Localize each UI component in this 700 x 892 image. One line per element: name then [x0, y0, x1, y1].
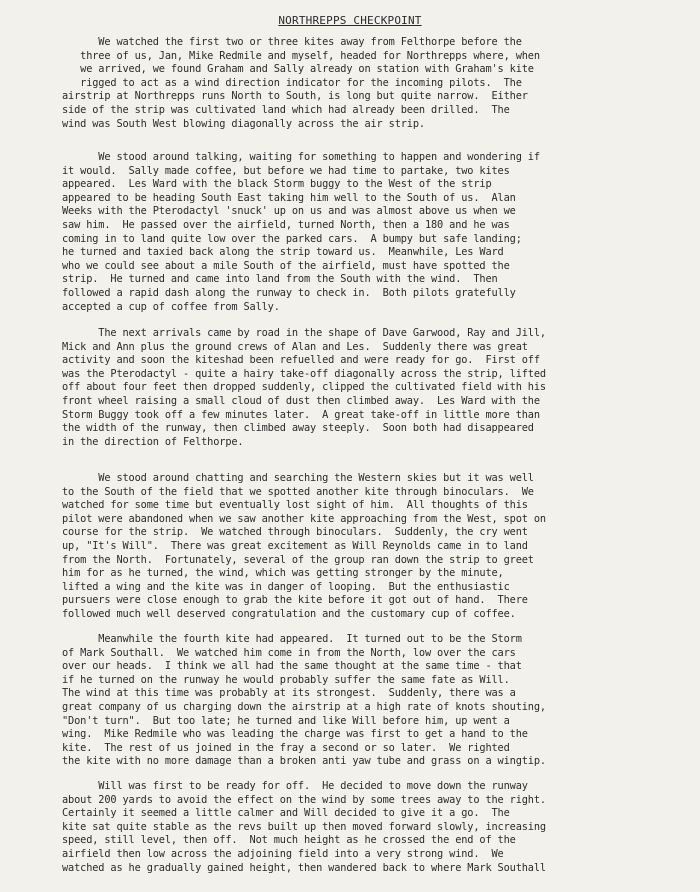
text-line: lifted a wing and the kite was in danger of looping. But the enthusiastic [62, 580, 510, 593]
text-line: airstrip at Northrepps runs North to South, is long but quite narrow. Either [62, 90, 528, 103]
paragraph-3 [62, 327, 642, 449]
text-line: We stood around chatting and searching the Western skies but it was well [62, 472, 534, 484]
text-line: The wind at this time was probably at its strongest. Suddenly, there was a [62, 687, 516, 700]
text-line: it would. Sally made coffee, but before we had time to partake, two kites [62, 164, 510, 177]
text-line: he turned and taxied back along the strip toward us. Meanwhile, Les Ward [62, 246, 504, 259]
text-line: appeared. Les Ward with the black Storm buggy to the West of the strip [62, 178, 492, 191]
text-line: from the North. Fortunately, several of the group ran down the strip to greet [62, 553, 534, 566]
paragraph-1 [62, 36, 642, 131]
text-line: to the South of the field that we spotted another kite through binoculars. We [62, 485, 534, 498]
text-line: coming in to land quite low over the parked cars. A bumpy but safe landing; [62, 232, 522, 245]
text-line: was the Pterodactyl - quite a hairy take-off diagonally across the strip, lifted [62, 367, 546, 380]
text-line: great company of us charging down the airstrip at a high rate of knots shouting, [62, 700, 546, 713]
text-line: if he turned on the runway he would probably suffer the same fate as Will. [62, 673, 510, 686]
text-line: pilot were abandoned when we saw another kite approaching from the West, spot on [62, 512, 546, 525]
text-line: strip. He turned and came into land from the South with the wind. Then [62, 273, 498, 286]
text-line: over our heads. I think we all had the same thought at the same time - that [62, 660, 522, 673]
text-line: the width of the runway, then climbed away steeply. Soon both had disappeared [62, 422, 534, 435]
text-line: Mick and Ann plus the ground crews of Alan and Les. Suddenly there was great [62, 340, 528, 353]
paragraph-5 [62, 633, 642, 769]
paragraph-2 [62, 151, 642, 314]
text-line: watched as he gradually gained height, then wandered back to where Mark Southall [62, 861, 546, 874]
text-line: Will was first to be ready for off. He decided to move down the runway [62, 780, 528, 792]
text-line: about 200 yards to avoid the effect on the wind by some trees away to the right. [62, 793, 546, 806]
paragraph-4 [62, 472, 642, 622]
text-line: We stood around talking, waiting for something to happen and wondering if [62, 151, 540, 163]
text-line: up, "It's Will". There was great excitement as Will Reynolds came in to land [62, 539, 528, 552]
text-line: rigged to act as a wind direction indicator for the incoming pilots. The [62, 76, 522, 89]
text-line: Weeks with the Pterodactyl 'snuck' up on us and was almost above us when we [62, 205, 516, 218]
text-line: followed a rapid dash along the runway to check in. Both pilots gratefully [62, 286, 516, 299]
text-line: who we could see about a mile South of the airfield, must have spotted the [62, 259, 510, 272]
text-line: "Don't turn". But too late; he turned and like Will before him, up went a [62, 714, 510, 727]
paragraph-6 [62, 780, 642, 875]
text-line: speed, still level, then off. Not much height as he crossed the end of the [62, 834, 516, 847]
text-line: we arrived, we found Graham and Sally already on station with Graham's kite [62, 63, 534, 76]
text-line: wind was South West blowing diagonally across the air strip. [62, 117, 425, 130]
text-line: accepted a cup of coffee from Sally. [62, 300, 280, 313]
text-line: course for the strip. We watched through binoculars. Suddenly, the cry went [62, 526, 528, 539]
text-line: airfield then low across the adjoining field into a very strong wind. We [62, 847, 504, 860]
text-line: followed much well deserved congratulation and the customary cup of coffee. [62, 607, 516, 620]
text-line: side of the strip was cultivated land which had already been drilled. The [62, 103, 510, 116]
text-line: wing. Mike Redmile who was leading the charge was first to get a hand to the [62, 728, 528, 741]
text-line: the kite with no more damage than a broken anti yaw tube and grass on a wingtip. [62, 755, 546, 768]
text-line: Certainly it seemed a little calmer and Will decided to give it a go. The [62, 807, 510, 820]
text-line: Storm Buggy took off a few minutes later. A great take-off in little more than [62, 408, 540, 421]
text-line: We watched the first two or three kites away from Felthorpe before the [62, 36, 522, 48]
page-title: NORTHREPPS CHECKPOINT [278, 14, 422, 27]
text-line: in the direction of Felthorpe. [62, 435, 244, 448]
text-line: of Mark Southall. We watched him come in from the North, low over the cars [62, 646, 516, 659]
text-line: off about four feet then dropped suddenly, clipped the cultivated field with his [62, 381, 546, 394]
text-line: kite sat quite stable as the revs built up then moved forward slowly, increasing [62, 820, 546, 833]
text-line: appeared to be heading South East taking him well to the South of us. Alan [62, 191, 516, 204]
text-line: activity and soon the kiteshad been refuelled and were ready for go. First off [62, 354, 540, 367]
text-line: pursuers were close enough to grab the kite before it got out of hand. There [62, 594, 528, 607]
text-line: saw him. He passed over the airfield, turned North, then a 180 and he was [62, 218, 510, 231]
text-line: three of us, Jan, Mike Redmile and myself, headed for Northrepps where, when [62, 49, 540, 62]
text-line: watched for some time but eventually lost sight of him. All thoughts of this [62, 499, 528, 512]
text-line: him for as he turned, the wind, which was getting stronger by the minute, [62, 567, 504, 580]
text-line: The next arrivals came by road in the shape of Dave Garwood, Ray and Jill, [62, 327, 546, 339]
text-line: kite. The rest of us joined in the fray a second or so later. We righted [62, 741, 510, 754]
text-line: front wheel raising a small cloud of dust then climbed away. Les Ward with the [62, 394, 540, 407]
text-line: Meanwhile the fourth kite had appeared. It turned out to be the Storm [62, 633, 522, 645]
